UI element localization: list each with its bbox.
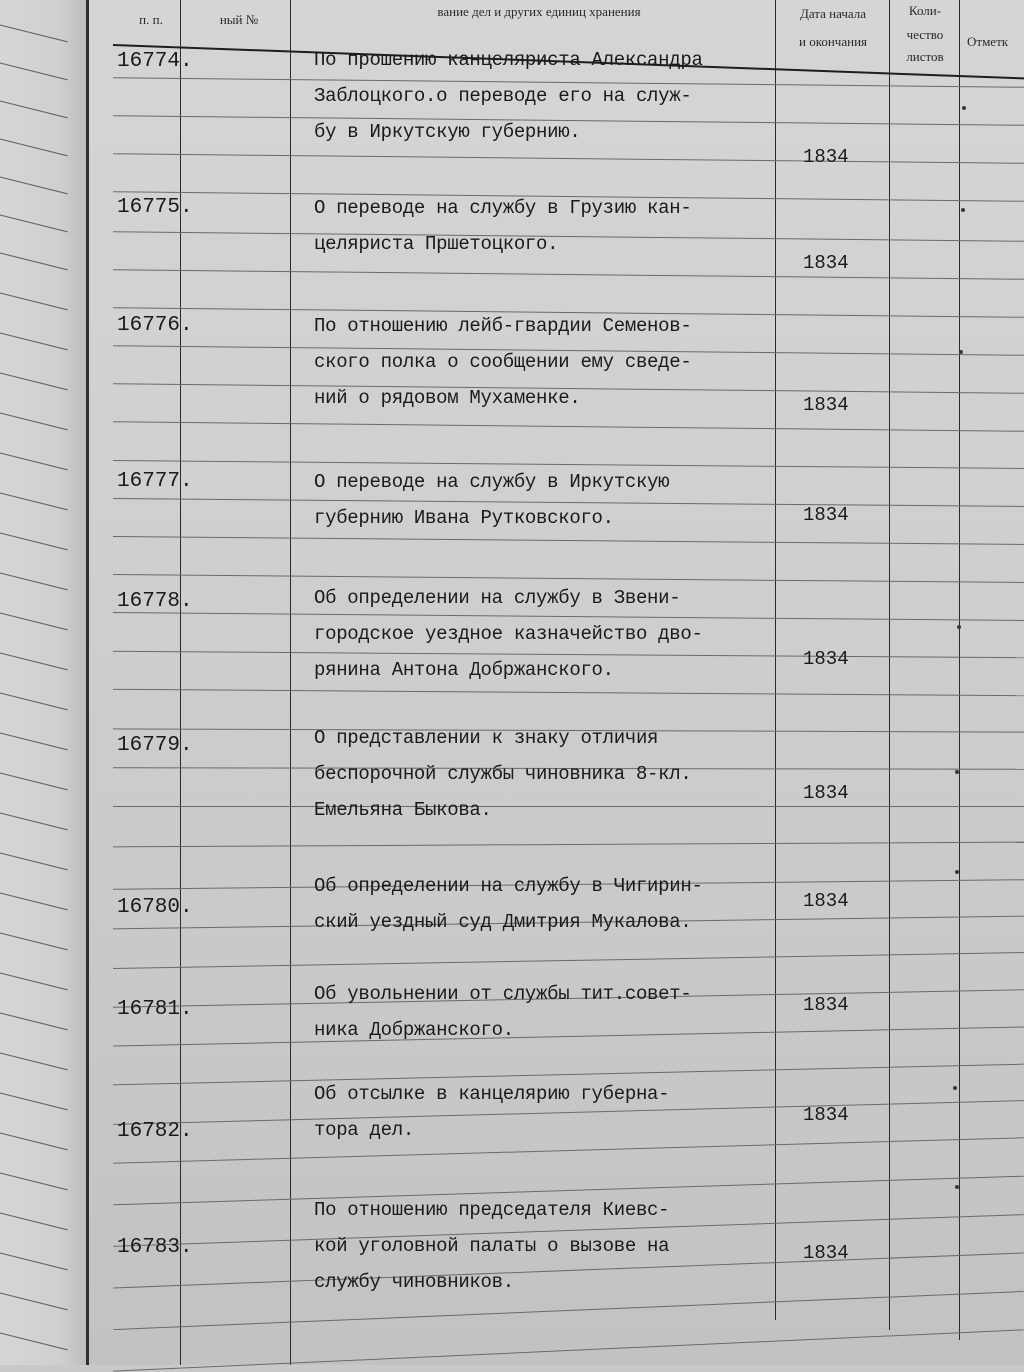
entry-title	[314, 1192, 784, 1300]
entry-title-line: Об отсылке в канцелярию губерна-	[314, 1083, 670, 1105]
entry-title-line: беспорочной службы чиновника 8-кл.	[314, 763, 692, 785]
header-col-archive-number: ный №	[219, 12, 259, 27]
header-col-notes: Отметк	[967, 34, 1009, 49]
entry-number: 16783.	[117, 1236, 193, 1259]
entry-title-line: Об определении на службу в Звени-	[314, 587, 681, 609]
entry-title	[314, 1076, 784, 1148]
entry-number: 16776.	[117, 314, 193, 337]
entry-number: 16778.	[117, 590, 193, 613]
entry-number: 16780.	[117, 896, 193, 919]
entry-title	[314, 868, 784, 940]
entry-title-line: губернию Ивана Рутковского.	[314, 507, 614, 529]
entry-date: 1834	[803, 648, 849, 670]
entry-title-line: По отношению председателя Киевс-	[314, 1199, 670, 1221]
header-dates-line2: и окончания	[798, 33, 868, 49]
entry-title-line: ского полка о сообщении ему сведе-	[314, 351, 692, 373]
entry-title-line: ника Добржанского.	[314, 1019, 514, 1041]
entry-number: 16781.	[117, 998, 193, 1021]
facing-page-edge	[0, 0, 86, 1365]
entry-date: 1834	[803, 1242, 849, 1264]
header-col-sheets	[889, 2, 961, 67]
entry-date: 1834	[803, 252, 849, 274]
entry-number: 16777.	[117, 470, 193, 493]
header-sheets-line1: Коли-	[908, 3, 942, 18]
entry-title-line: Об увольнении от службы тит.совет-	[314, 983, 692, 1005]
entry-date: 1834	[803, 394, 849, 416]
header-col-number: п. п.	[139, 12, 163, 27]
header-col-title: вание дел и других единиц хранения	[437, 4, 641, 19]
entry-number: 16779.	[117, 734, 193, 757]
header-sheets-line2: чество	[906, 27, 944, 43]
entry-title	[314, 308, 784, 416]
header-dates-line1: Дата начала	[799, 6, 867, 21]
entry-title-line: Об определении на службу в Чигирин-	[314, 875, 703, 897]
entry-title-line: О переводе на службу в Грузию кан-	[314, 197, 692, 219]
entry-date: 1834	[803, 504, 849, 526]
entry-date: 1834	[803, 890, 849, 912]
entry-number: 16774.	[117, 50, 193, 73]
entry-title	[314, 464, 784, 536]
entry-title-line: ский уездный суд Дмитрия Мукалова.	[314, 911, 692, 933]
entry-title-line: Заблоцкого.о переводе его на служ-	[314, 85, 692, 107]
entry-title-line: целяриста Пршетоцкого.	[314, 233, 559, 255]
entry-title-line: О переводе на службу в Иркутскую	[314, 471, 670, 493]
entry-number: 16782.	[117, 1120, 193, 1143]
entry-title	[314, 976, 784, 1048]
entry-date: 1834	[803, 1104, 849, 1126]
column-divider	[290, 0, 291, 1365]
entry-title	[314, 190, 784, 262]
entry-title-line: рянина Антона Добржанского.	[314, 659, 614, 681]
entry-date: 1834	[803, 994, 849, 1016]
entry-date: 1834	[803, 146, 849, 168]
entry-date: 1834	[803, 782, 849, 804]
entry-title	[314, 580, 784, 688]
ledger-page	[89, 0, 1024, 1365]
entry-title-line: По отношению лейб-гвардии Семенов-	[314, 315, 692, 337]
entry-title-line: Емельяна Быкова.	[314, 799, 492, 821]
entry-title-line: кой уголовной палаты о вызове на	[314, 1235, 670, 1257]
header-sheets-line3: листов	[906, 49, 944, 65]
entry-title	[314, 42, 784, 150]
header-col-dates	[777, 4, 889, 51]
entry-number: 16775.	[117, 196, 193, 219]
entry-title	[314, 720, 784, 828]
entry-title-line: ний о рядовом Мухаменке.	[314, 387, 581, 409]
entry-title-line: службу чиновников.	[314, 1271, 514, 1293]
entry-title-line: тора дел.	[314, 1119, 414, 1141]
entry-title-line: бу в Иркутскую губернию.	[314, 121, 581, 143]
entry-title-line: О представлении к знаку отличия	[314, 727, 659, 749]
entry-title-line: По прошению канцеляриста Александра	[314, 49, 703, 71]
entry-title-line: городское уездное казначейство дво-	[314, 623, 703, 645]
